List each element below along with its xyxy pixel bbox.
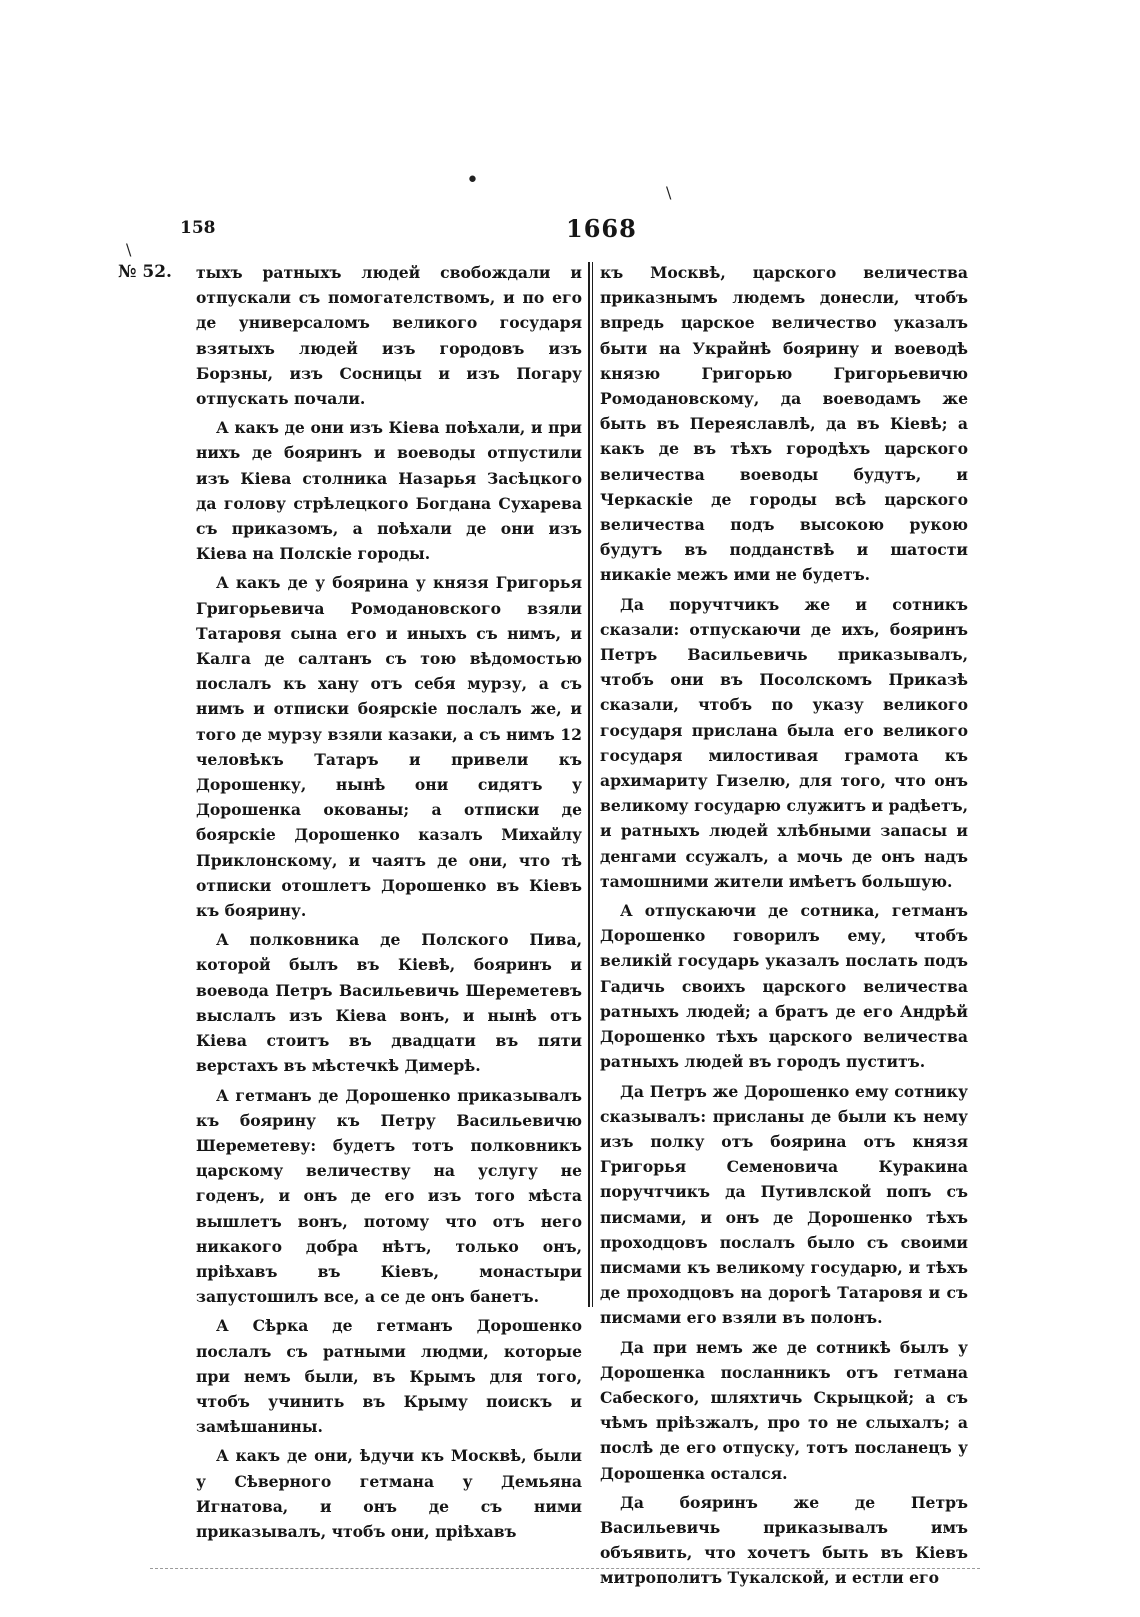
ink-mark: \ bbox=[666, 183, 672, 202]
paragraph: А Сѣрка де гетманъ Дорошенко послалъ съ ратными людми, которые при немъ были, въ Крымъ для того, чтобъ учинить въ Крыму поискъ и замѣшанины. bbox=[196, 1316, 582, 1437]
paragraph: А гетманъ де Дорошенко приказывалъ къ боярину къ Петру Васильевичю Шереметеву: будетъ тотъ полковникъ царскому величеству на услугу не годенъ, и онъ де его изъ того мѣста вышлетъ вонъ, потому что отъ него никакого добра нѣтъ, только онъ, пріѣхавъ въ Кіевъ, монастыри запустошилъ все, а се де онъ банетъ. bbox=[196, 1085, 582, 1307]
paragraph: Да при немъ же де сотникѣ былъ у Дорошенка посланникъ отъ гетмана Сабеского, шляхтичь Скрыцкой; а съ чѣмъ пріѣзжалъ, про то не слыхалъ; а послѣ де его отпуску, тотъ посланецъ у Дорошенка остался. bbox=[600, 1337, 968, 1483]
column-divider bbox=[592, 262, 593, 1307]
ink-mark: \ bbox=[126, 240, 132, 259]
paragraph: Да Петръ же Дорошенко ему сотнику сказывалъ: присланы де были къ нему изъ полку отъ боярина отъ князя Григорья Семеновича Куракина поручтчикъ да Путивлской попъ съ писмами, и онъ де Дорошенко тѣхъ проходцовъ послалъ было съ своими писмами къ великому государю, и тѣхъ де проходцовъ на дорогѣ Татаровя и съ писмами его взяли въ полонъ. bbox=[600, 1081, 968, 1328]
paragraph: А какъ де они, ѣдучи къ Москвѣ, были у Сѣверного гетмана у Демьяна Игнатова, и онъ де съ ними приказывалъ, чтобъ они, пріѣхавъ bbox=[196, 1446, 582, 1541]
left-text-column bbox=[196, 260, 582, 1541]
paragraph: тыхъ ратныхъ людей свобождали и отпускали съ помогателствомъ, и по его де универсаломъ великого государя взятыхъ людей изъ городовъ изъ Борзны, изъ Сосницы и изъ Погару отпускать почали. bbox=[196, 263, 582, 409]
paragraph: къ Москвѣ, царского величества приказнымъ людемъ донесли, чтобъ впредь царское величество указалъ быти на Украйнѣ боярину и воеводѣ князю Григорью Григорьевичю Ромодановскому, да воеводамъ же быть въ Переяславлѣ, да въ Кіевѣ; а какъ де въ тѣхъ городѣхъ царского величества воеводы будутъ, и Черкаскіе де городы всѣ царского величества подъ высокою рукою будутъ въ подданствѣ и шатости никакіе межъ ими не будетъ. bbox=[600, 263, 968, 585]
right-text-column bbox=[600, 260, 968, 1588]
paragraph: Да бояринъ же де Петръ Васильевичь приказывалъ имъ объявить, что хочетъ быть въ Кіевъ митрополитъ Тукалской, и естли его bbox=[600, 1492, 968, 1588]
paragraph: А какъ де они изъ Кіева поѣхали, и при нихъ де бояринъ и воеводы отпустили изъ Кіева столника Назарья Засѣцкого да голову стрѣлецкого Богдана Сухарева съ приказомъ, а поѣхали де они изъ Кіева на Полскіе городы. bbox=[196, 418, 582, 564]
page-year-heading: 1668 bbox=[566, 214, 637, 243]
paragraph: А полковника де Полского Пива, которой былъ въ Кіевѣ, бояринъ и воевода Петръ Васильевичь Шереметевъ выслалъ изъ Кіева вонъ, и нынѣ отъ Кіева стоитъ въ двадцати въ пяти верстахъ въ мѣстечкѣ Димерѣ. bbox=[196, 930, 582, 1076]
paragraph: А отпускаючи де сотника, гетманъ Дорошенко говорилъ ему, чтобъ великій государь указалъ послать подъ Гадичь своихъ царского величества ратныхъ людей; а братъ де его Андрѣй Дорошенко тѣхъ царского величества ратныхъ людей въ городъ пуститъ. bbox=[600, 901, 968, 1072]
paragraph: Да поручтчикъ же и сотникъ сказали: отпускаючи де ихъ, бояринъ Петръ Васильевичь приказывалъ, чтобъ они въ Посолскомъ Приказѣ сказали, чтобъ по указу великого государя прислана была его великого государя милостивая грамота къ архимариту Гизелю, для того, что онъ великому государю служитъ и радѣетъ, и ратныхъ людей хлѣбными запасы и денгами ссужалъ, а мочь де онъ надъ тамошними жители имѣетъ большую. bbox=[600, 594, 968, 891]
document-number: № 52. bbox=[118, 262, 172, 282]
paragraph: А какъ де у боярина у князя Григорья Григорьевича Ромодановского взяли Татаровя сына его и иныхъ съ нимъ, и Калга де салтанъ съ тою вѣдомостью послалъ къ хану отъ себя мурзу, а съ нимъ и отписки боярскіе послалъ же, и того де мурзу взяли казаки, а съ нимъ 12 человѣкъ Татаръ и привели къ Дорошенку, нынѣ они сидятъ у Дорошенка окованы; а отписки де боярскіе Дорошенко казалъ Михайлу Приклонскому, и чаятъ де они, что тѣ отписки отошлетъ Дорошенко въ Кіевъ къ боярину. bbox=[196, 573, 582, 921]
page-number: 158 bbox=[180, 218, 216, 238]
ink-dot: • bbox=[466, 168, 479, 193]
bottom-margin-rule bbox=[150, 1568, 980, 1569]
column-divider bbox=[588, 262, 590, 1307]
